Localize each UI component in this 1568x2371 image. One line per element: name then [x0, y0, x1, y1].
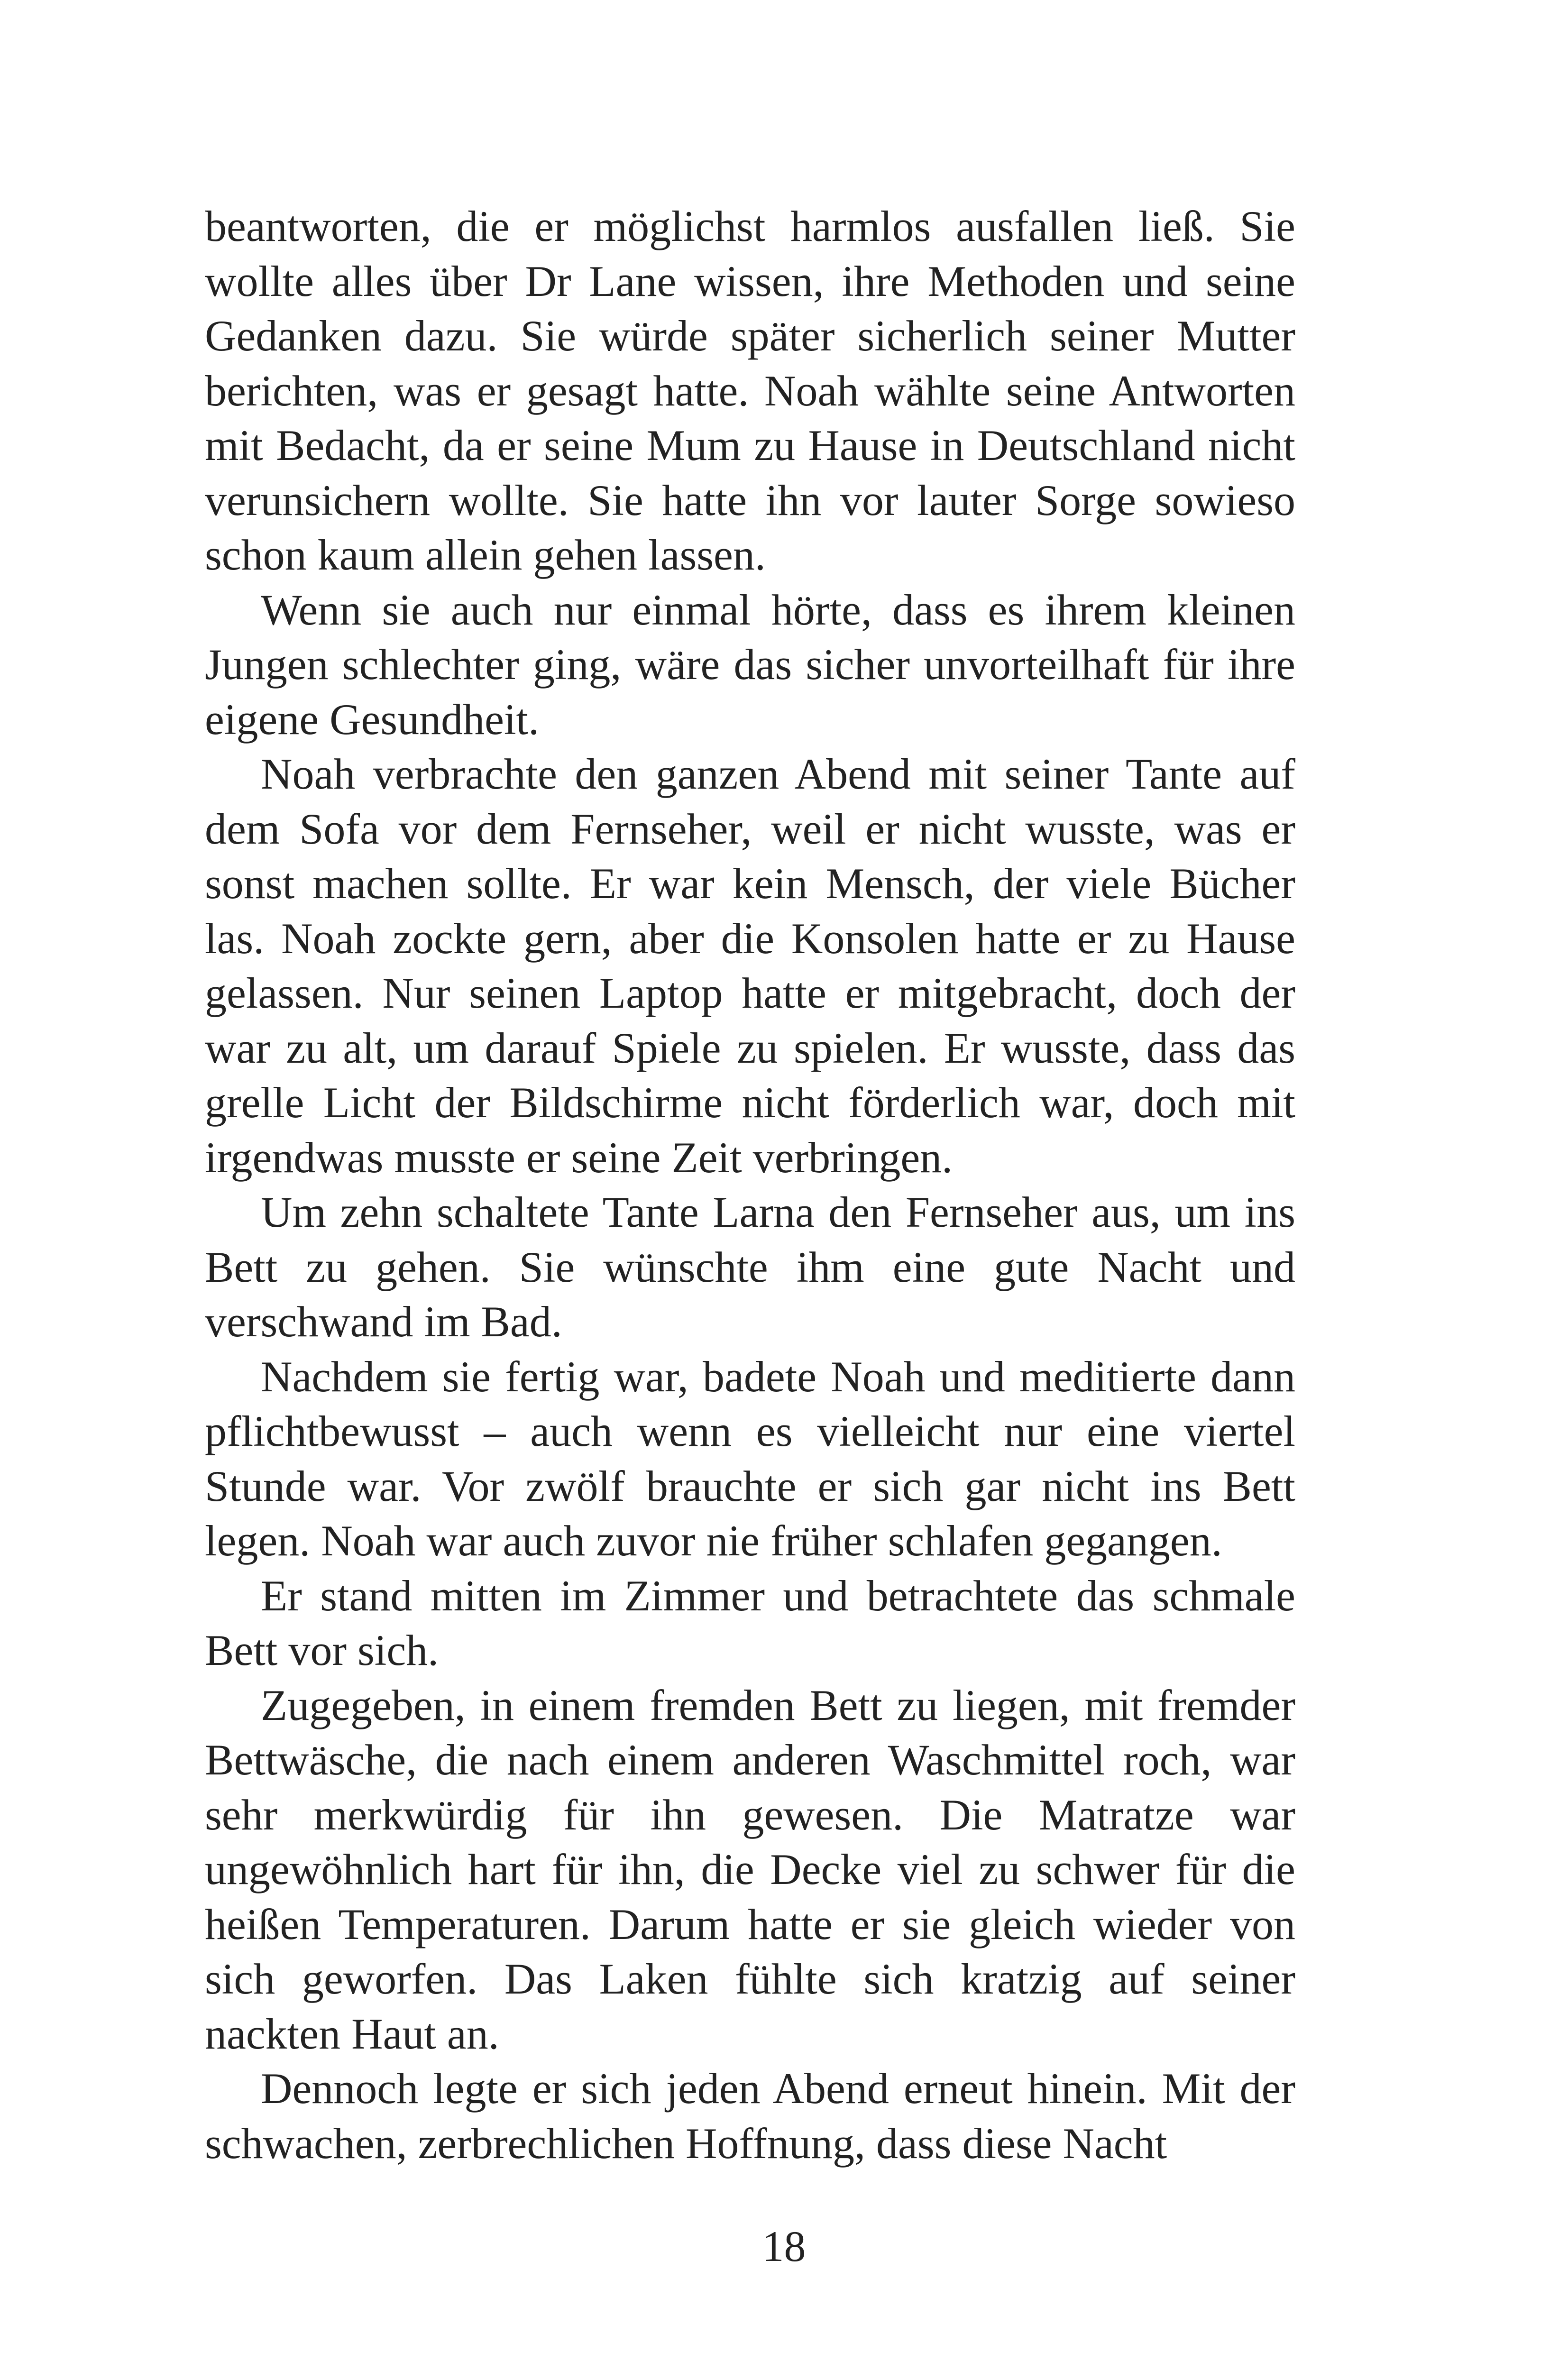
body-text	[205, 199, 1295, 2171]
paragraph-4: Um zehn schaltete Tante Larna den Fernseher aus, um ins Bett zu gehen. Sie wünschte ihm eine gute Nacht und verschwand im Bad.	[205, 1188, 1295, 1346]
paragraph-6: Er stand mitten im Zimmer und betrachtete das schmale Bett vor sich.	[205, 1571, 1295, 1674]
paragraph-8: Dennoch legte er sich jeden Abend erneut hinein. Mit der schwachen, zerbrechlichen Hoffnung, dass diese Nacht	[205, 2064, 1295, 2168]
paragraph-2: Wenn sie auch nur einmal hörte, dass es ihrem kleinen Jungen schlechter ging, wäre das sicher unvorteilhaft für ihre eigene Gesundheit.	[205, 585, 1295, 744]
paragraph-7: Zugegeben, in einem fremden Bett zu liegen, mit fremder Bettwäsche, die nach einem anderen Waschmittel roch, war sehr merkwürdig für ihn gewesen. Die Matratze war ungewöhnlich hart für ihn, die Decke viel zu schwer für die heißen Temperaturen. Darum hatte er sie gleich wieder von sich geworfen. Das Laken fühlte sich kratzig auf seiner nackten Haut an.	[205, 1681, 1295, 2058]
paragraph-3: Noah verbrachte den ganzen Abend mit seiner Tante auf dem Sofa vor dem Fernseher, weil er nicht wusste, was er sonst machen sollte. Er war kein Mensch, der viele Bücher las. Noah zockte gern, aber die Konsolen hatte er zu Hause gelassen. Nur seinen Laptop hatte er mitgebracht, doch der war zu alt, um darauf Spiele zu spielen. Er wusste, dass das grelle Licht der Bildschirme nicht förderlich war, doch mit irgendwas musste er seine Zeit verbringen.	[205, 750, 1295, 1182]
page-number: 18	[762, 2222, 806, 2270]
paragraph-5: Nachdem sie fertig war, badete Noah und meditierte dann pflichtbewusst – auch wenn es vielleicht nur eine viertel Stunde war. Vor zwölf brauchte er sich gar nicht ins Bett legen. Noah war auch zuvor nie früher schlafen gegangen.	[205, 1352, 1295, 1565]
paragraph-1: beantworten, die er möglichst harmlos ausfallen ließ. Sie wollte alles über Dr Lane wissen, ihre Methoden und seine Gedanken dazu. Sie würde später sicherlich seiner Mutter berichten, was er gesagt hatte. Noah wählte seine Antworten mit Bedacht, da er seine Mum zu Hause in Deutschland nicht verunsichern wollte. Sie hatte ihn vor lauter Sorge sowieso schon kaum allein gehen lassen.	[205, 202, 1295, 579]
